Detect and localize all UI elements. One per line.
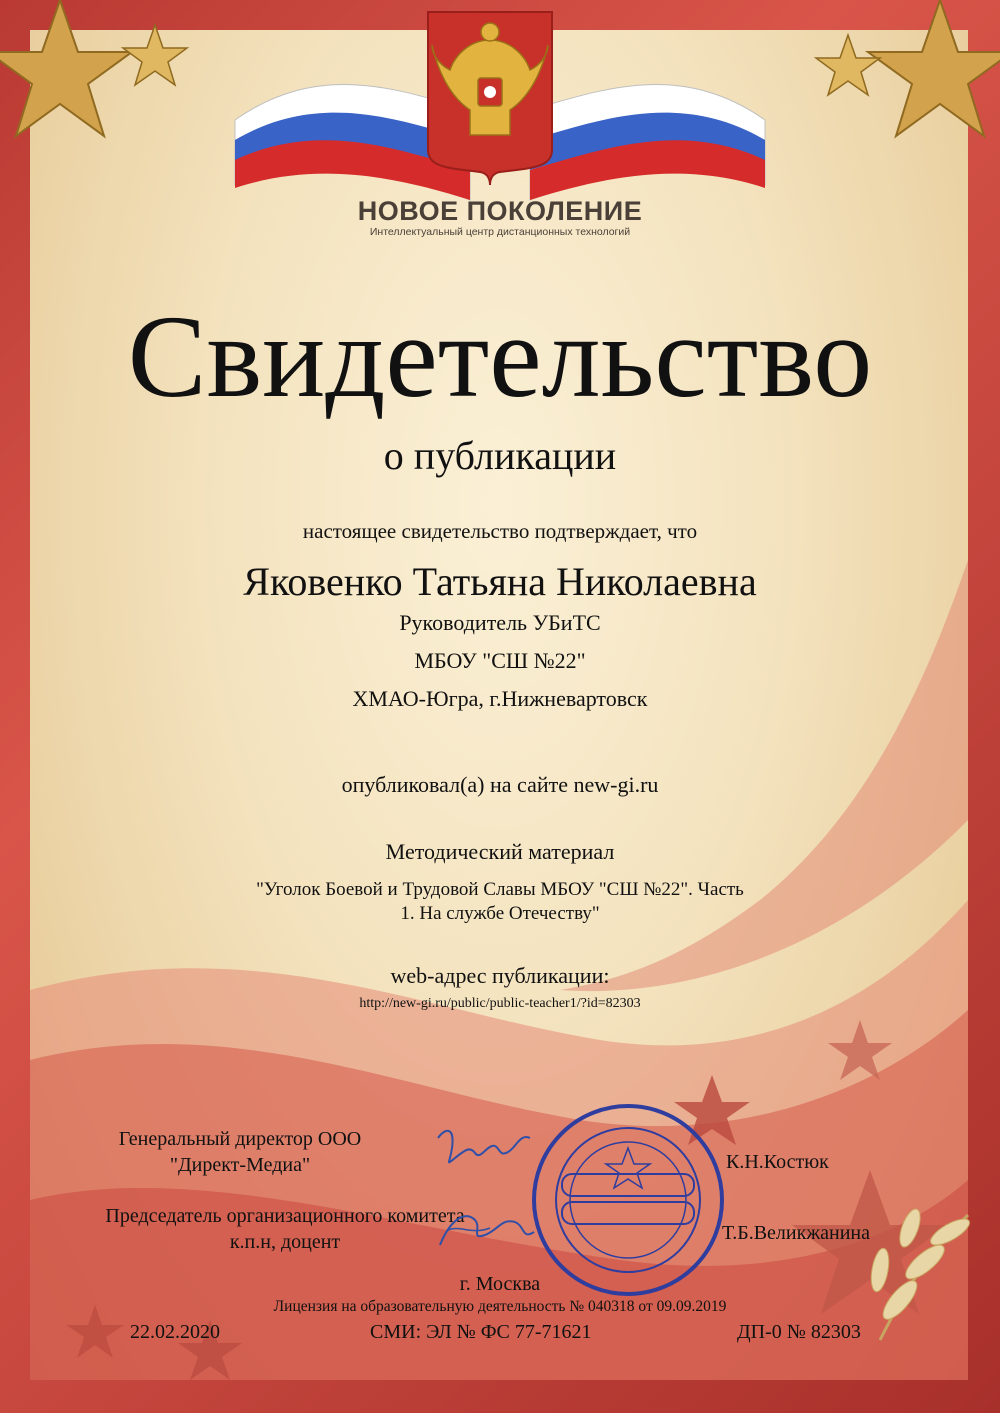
license-text: Лицензия на образовательную деятельность № 040318 от 09.09.2019	[273, 1298, 727, 1315]
person-name: Яковенко Татьяна Николаевна	[243, 559, 757, 604]
star-top-right-icon	[868, 0, 1000, 136]
published-text: опубликовал(а) на сайте new-gi.ru	[341, 772, 659, 797]
star-top-left-icon	[0, 0, 132, 136]
organization-subtitle: Интеллектуальный центр дистанционных технологий	[369, 226, 631, 238]
web-address-link[interactable]: http://new-gi.ru/public/public-teacher1/?id=82303	[359, 996, 641, 1011]
city-name: ХМАО-Югра, г.Нижневартовск	[352, 686, 648, 711]
star-top-left-small-icon	[123, 25, 187, 85]
star-top-right-small-icon	[816, 35, 880, 95]
director-name: К.Н.Костюк	[726, 1151, 829, 1173]
issue-date: 22.02.2020	[130, 1321, 220, 1343]
chair-signature-icon	[430, 1200, 540, 1260]
organization-name: НОВОЕ ПОКОЛЕНИЕ	[357, 196, 643, 226]
certificate-title: Свидетельство	[127, 291, 873, 422]
person-position: Руководитель УБиТС	[399, 610, 601, 635]
smi-registration: СМИ: ЭЛ № ФС 77-71621	[370, 1321, 592, 1343]
document-number: ДП-0 № 82303	[737, 1321, 861, 1343]
chair-name: Т.Б.Великжанина	[722, 1222, 870, 1244]
certificate-subtitle: о публикации	[383, 433, 617, 478]
director-signature-icon	[430, 1118, 540, 1178]
school-name: МБОУ "СШ №22"	[414, 648, 586, 673]
chair-title: Председатель организационного комитета к.п.н, доцент	[105, 1205, 465, 1253]
director-title: Генеральный директор ООО "Директ-Медиа"	[118, 1128, 362, 1176]
place: г. Москва	[459, 1273, 541, 1295]
coat-of-arms-icon	[428, 12, 552, 185]
material-type: Методический материал	[385, 839, 615, 864]
web-address-label: web-адрес публикации:	[390, 963, 610, 988]
confirm-text: настоящее свидетельство подтверждает, что	[302, 519, 698, 543]
material-title: "Уголок Боевой и Трудовой Славы МБОУ "СШ №22". Часть 1. На службе Отечеству"	[256, 879, 744, 924]
official-stamp-icon	[528, 1100, 728, 1300]
